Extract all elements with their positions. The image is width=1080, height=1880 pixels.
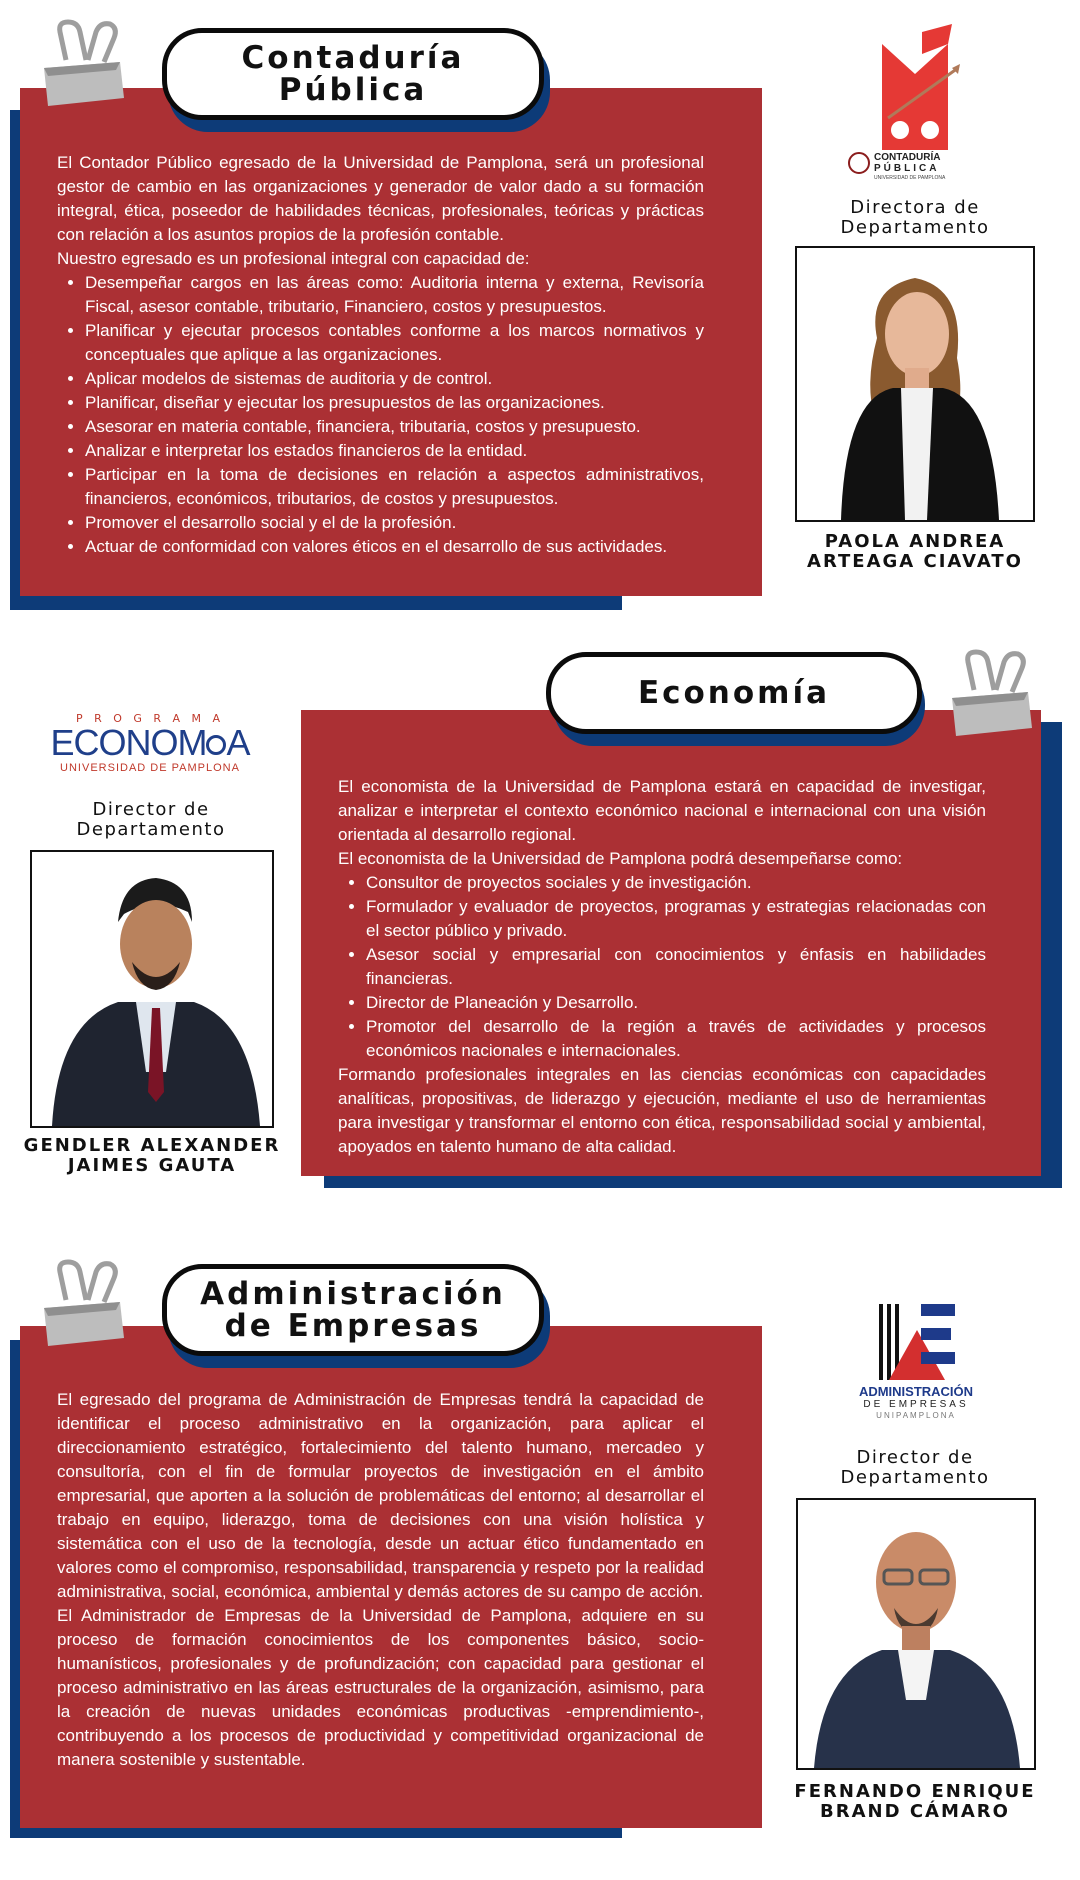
contaduria-lead: Nuestro egresado es un profesional integral con capacidad de: [57, 249, 530, 268]
logo-emblem-icon [206, 735, 226, 755]
list-item: • Asesor social y empresarial con conocimientos y énfasis en habilidades financieras. [366, 943, 986, 991]
economia-card [301, 710, 1041, 1176]
director-role [800, 1448, 1030, 1488]
logo-text-top: P R O G R A M A [75, 712, 225, 725]
list-item: • Asesorar en materia contable, financiera, tributaria, costos y presupuesto. [85, 415, 704, 439]
binder-clip-icon [944, 648, 1034, 740]
list-item: • Desempeñar cargos en las áreas como: Auditoria interna y externa, Revisoría Fiscal, asesor contable, tributario, Financiero, costos y presupuestos. [85, 271, 704, 319]
contaduria-logo [848, 24, 978, 186]
logo-seal-icon [848, 152, 870, 174]
director-name [782, 1782, 1048, 1822]
contaduria-card [20, 88, 762, 596]
list-item: • Director de Planeación y Desarrollo. [366, 991, 986, 1015]
director-portrait [32, 852, 272, 1126]
director-photo [796, 1498, 1036, 1770]
name-line: ARTEAGA CIAVATO [807, 551, 1023, 572]
list-item: • Consultor de proyectos sociales y de investigación. [366, 871, 986, 895]
administracion-logo [846, 1300, 986, 1432]
role-line: Director de [856, 1447, 974, 1468]
contaduria-list [57, 271, 704, 559]
logo-text-1: CONTADURÍA [874, 152, 941, 163]
director-name [16, 1136, 288, 1176]
administracion-para1: El egresado del programa de Administración de Empresas tendrá la capacidad de identificar el proceso administrativo en la organización, para aplicar el direccionamiento estratégico, fortalecimiento del talento humano, mercadeo y consultoría, con el fin de formular proyectos de investigación en el ámbito empresarial, que aporten a la solución de problemáticas del entorno; al desarrollar el trabajo en equipo, liderazgo, toma de decisiones con una visión holística y sistemática con el uso de la tecnología, desde un actuar ético fundamentado en valores como el compromiso, responsabilidad, transparencia y respeto por la realidad administrativa, social, económica, ambiental y demás actores de su campo de acción. [57, 1390, 704, 1601]
logo-wordmark [40, 722, 260, 763]
binder-clip-icon [36, 1258, 126, 1350]
role-line: Departamento [76, 819, 226, 840]
name-line: PAOLA ANDREA [824, 531, 1006, 552]
name-line: GENDLER ALEXANDER [23, 1135, 281, 1156]
economia-logo [40, 712, 260, 778]
director-photo [795, 246, 1035, 522]
director-photo [30, 850, 274, 1128]
logo-text-1: ADMINISTRACIÓN [858, 1384, 974, 1399]
logo-text-2: DE EMPRESAS [863, 1399, 969, 1410]
administracion-para2: El Administrador de Empresas de la Universidad de Pamplona, adquiere en su proceso de formación conocimientos de los componentes básico, socio-humanísticos, profesionales y de profundización; con capacidad para gestionar el proceso administrativo en las áreas estructurales de la organización, asimismo, para la creación de nuevas unidades económicas productivas -emprendimiento-, contribuyendo a los procesos de productividad y competitividad organizacional de manera sostenible y sustentable. [57, 1606, 704, 1769]
administracion-title [162, 1264, 544, 1356]
role-line: Departamento [840, 217, 990, 238]
name-line: FERNANDO ENRIQUE [794, 1781, 1036, 1802]
title-line: Economía [637, 675, 831, 711]
list-item: • Aplicar modelos de sistemas de auditoria y de control. [85, 367, 704, 391]
role-line: Departamento [840, 1467, 990, 1488]
logo-text-3: UNIVERSIDAD DE PAMPLONA [874, 175, 946, 181]
contaduria-intro: El Contador Público egresado de la Universidad de Pamplona, será un profesional gestor de cambio en las organizaciones y generador de valor dado a su formación integral, ética, poseedor de habilidades técnicas, profesionales, teóricas y prácticas con relación a los asuntos propios de la profesión contable. [57, 153, 704, 244]
director-portrait [797, 248, 1033, 520]
logo-text-3: UNIPAMPLONA [876, 1411, 956, 1420]
economia-intro: El economista de la Universidad de Pamplona estará en capacidad de investigar, analizar e interpretar el contexto económico nacional e internacional con una visión orientada al desarrollo regional. [338, 777, 986, 844]
list-item: • Promotor del desarrollo de la región a través de actividades y procesos económicos nacionales e internacionales. [366, 1015, 986, 1063]
economia-closing: Formando profesionales integrales en las ciencias económicas con capacidades analíticas, propositivas, de liderazgo y ejecución, mediante el uso de herramientas para investigar y transformar el entorno con ética, responsabilidad social y ambiental, apoyados en talento humano de alta calidad. [338, 1065, 986, 1156]
role-line: Director de [92, 799, 210, 820]
logo-text-2: PÚBLICA [874, 163, 940, 174]
director-portrait [798, 1500, 1034, 1768]
economia-list [338, 871, 986, 1063]
list-item: • Planificar y ejecutar procesos contables conforme a los marcos normativos y conceptuales que aplique a las organizaciones. [85, 319, 704, 367]
list-item: • Actuar de conformidad con valores éticos en el desarrollo de sus actividades. [85, 535, 704, 559]
administracion-card [20, 1326, 762, 1828]
logo-text-main-end: A [226, 722, 250, 763]
administracion-logo-mark [871, 1300, 961, 1384]
contaduria-logo-mark [848, 24, 978, 150]
list-item: • Analizar e interpretar los estados financieros de la entidad. [85, 439, 704, 463]
name-line: BRAND CÁMARO [820, 1801, 1010, 1822]
list-item: • Formulador y evaluador de proyectos, programas y estrategias relacionadas con el sector público y privado. [366, 895, 986, 943]
director-name [790, 532, 1040, 572]
list-item: • Planificar, diseñar y ejecutar los presupuestos de las organizaciones. [85, 391, 704, 415]
name-line: JAIMES GAUTA [67, 1155, 237, 1176]
title-line: Pública [278, 72, 428, 108]
economia-lead: El economista de la Universidad de Pamplona podrá desempeñarse como: [338, 849, 903, 868]
list-item: • Promover el desarrollo social y el de la profesión. [85, 511, 704, 535]
binder-clip-icon [36, 18, 126, 110]
title-line: Contaduría [241, 40, 465, 76]
contaduria-title [162, 28, 544, 120]
logo-text-sub: UNIVERSIDAD DE PAMPLONA [60, 762, 240, 774]
list-item: • Participar en la toma de decisiones en relación a aspectos administrativos, financieros, económicos, tributarios, de costos y presupuestos. [85, 463, 704, 511]
economia-title [546, 652, 922, 734]
director-role [36, 800, 266, 840]
director-role [800, 198, 1030, 238]
role-line: Directora de [850, 197, 980, 218]
title-line: Administración [200, 1276, 506, 1312]
logo-text-main: ECONOM [50, 722, 207, 763]
title-line: de Empresas [224, 1308, 482, 1344]
